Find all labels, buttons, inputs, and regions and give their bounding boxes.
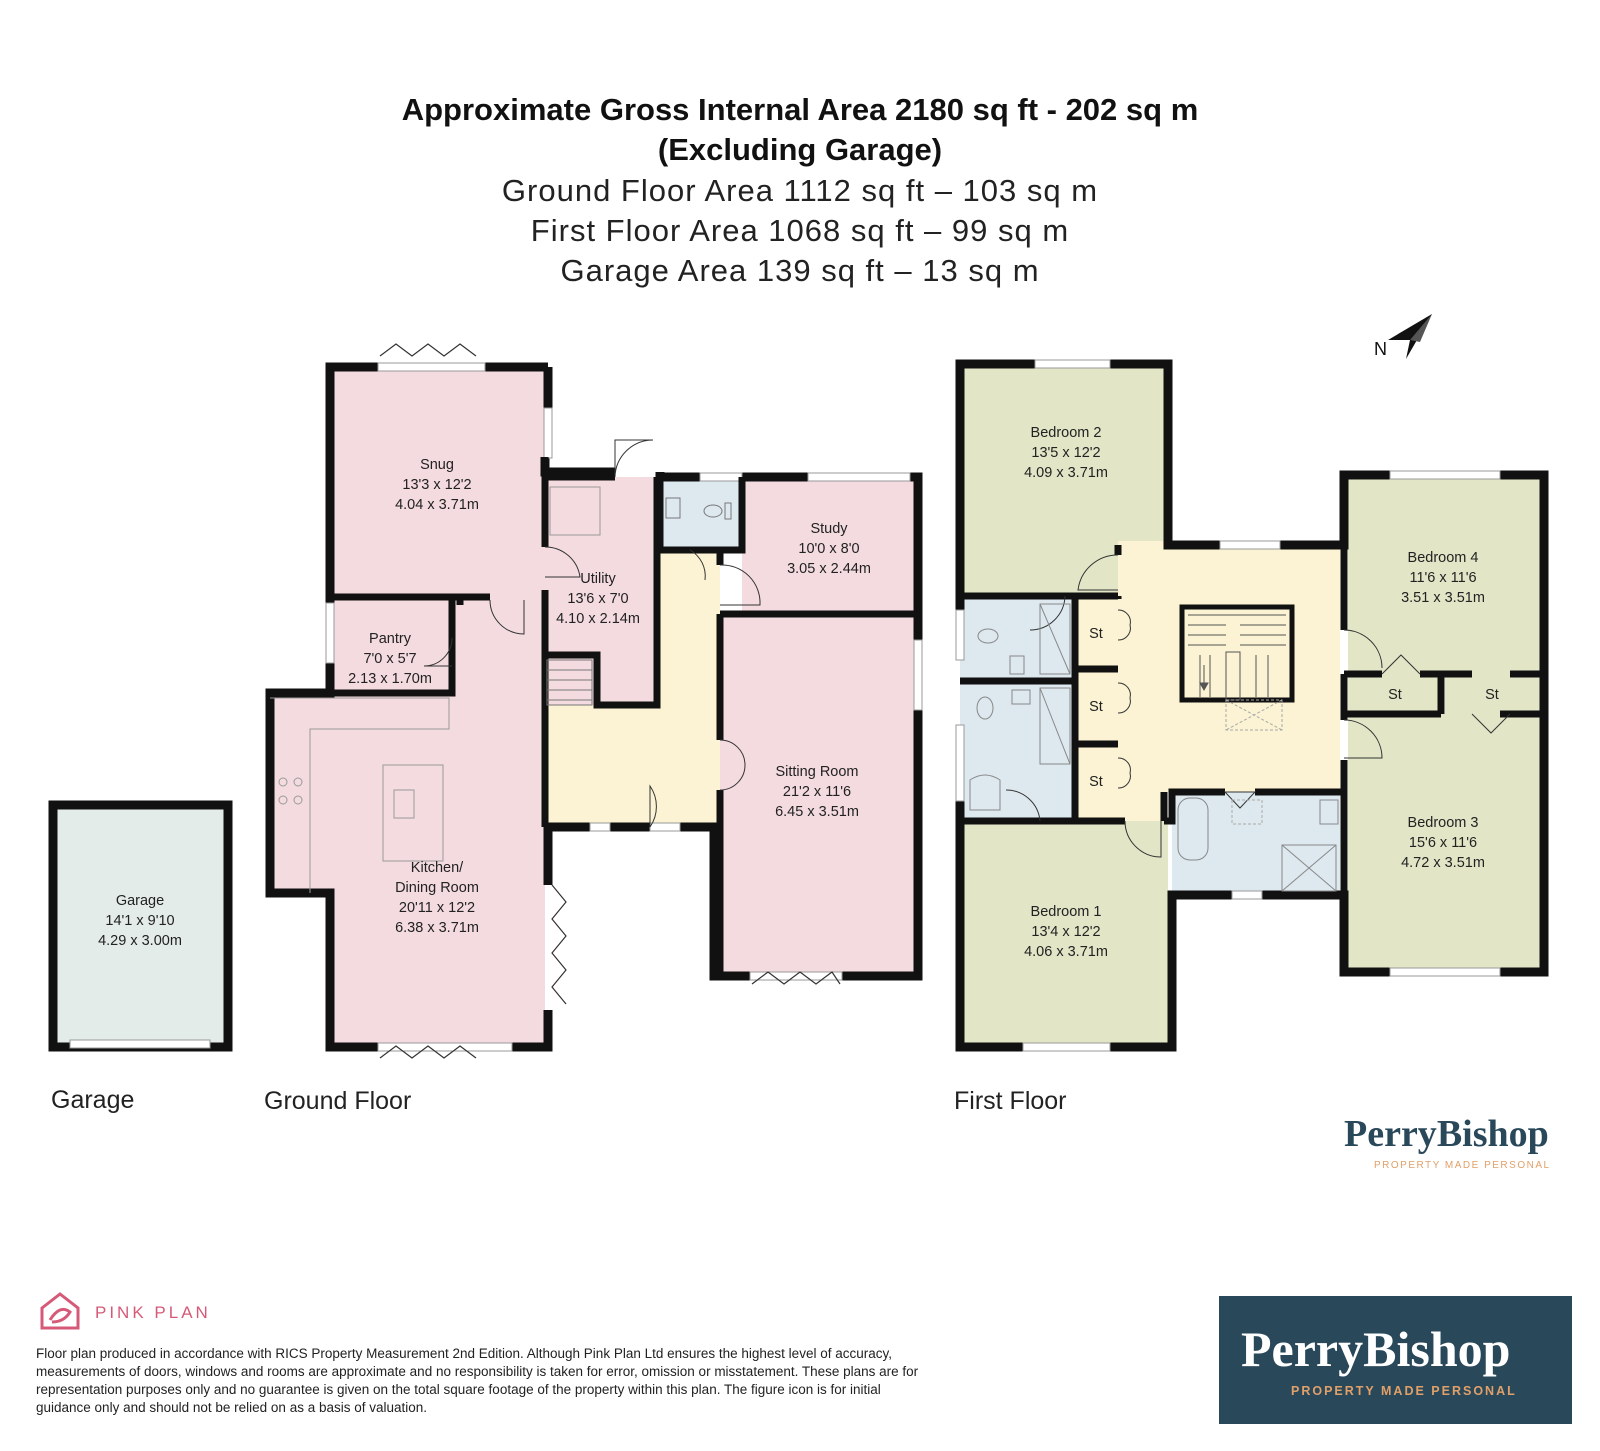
perry-bishop-logo-box: [1219, 1296, 1572, 1424]
room-bed1-metric: 4.06 x 3.71m: [1024, 944, 1108, 960]
brand-wordmark-large: [1241, 1320, 1510, 1378]
garage-area: Garage Area 139 sq ft – 13 sq m: [560, 253, 1040, 288]
room-pantry-metric: 2.13 x 1.70m: [348, 671, 432, 687]
store-label: St: [1089, 699, 1103, 715]
brand-name-b-large: Bishop: [1363, 1321, 1511, 1377]
room-kitchen-metric: 6.38 x 3.71m: [395, 920, 479, 936]
brand-name-a-large: Perry: [1241, 1321, 1364, 1377]
compass-north-label: N: [1374, 339, 1387, 359]
room-kitchen-name: Kitchen/: [410, 860, 464, 876]
room-bed1-name: Bedroom 1: [1030, 904, 1102, 920]
room-bed4-name: Bedroom 4: [1407, 550, 1479, 566]
room-bed2-metric: 4.09 x 3.71m: [1024, 465, 1108, 481]
room-bed4-imperial: 11'6 x 11'6: [1409, 570, 1477, 586]
room-bed2-imperial: 13'5 x 12'2: [1031, 445, 1101, 461]
brand-tagline-small: PROPERTY MADE PERSONAL: [1374, 1160, 1551, 1171]
compass-icon: [1374, 314, 1432, 359]
room-garage-metric: 4.29 x 3.00m: [98, 933, 182, 949]
store-label: St: [1388, 687, 1402, 703]
ground-floor-area: Ground Floor Area 1112 sq ft – 103 sq m: [501, 173, 1099, 208]
room-utility-name: Utility: [580, 571, 616, 587]
room-bed4-metric: 3.51 x 3.51m: [1401, 590, 1485, 606]
room-bed3-metric: 4.72 x 3.51m: [1401, 855, 1485, 871]
ground-floor-label: Ground Floor: [264, 1087, 412, 1115]
store-label: St: [1089, 626, 1103, 642]
garage-floor-label: Garage: [51, 1086, 135, 1114]
store-label: St: [1089, 774, 1103, 790]
excluding-garage-note: (Excluding Garage): [657, 132, 943, 167]
room-sitting-metric: 6.45 x 3.51m: [775, 804, 859, 820]
pink-plan-wordmark: PINK PLAN: [95, 1303, 211, 1322]
room-bed3-name: Bedroom 3: [1407, 815, 1479, 831]
room-study-name: Study: [810, 521, 848, 537]
room-study-imperial: 10'0 x 8'0: [798, 541, 860, 557]
room-utility-metric: 4.10 x 2.14m: [556, 611, 640, 627]
first-floor-label: First Floor: [954, 1087, 1067, 1115]
room-kitchen-name-2: Dining Room: [395, 880, 479, 896]
room-sitting-imperial: 21'2 x 11'6: [782, 784, 852, 800]
room-snug-metric: 4.04 x 3.71m: [395, 497, 479, 513]
ground-floor-plan: [270, 344, 922, 1058]
brand-tagline-large: PROPERTY MADE PERSONAL: [1291, 1384, 1517, 1398]
store-label: St: [1485, 687, 1499, 703]
gross-area-title: Approximate Gross Internal Area 2180 sq ft - 202 sq m: [401, 92, 1199, 127]
first-floor-area: First Floor Area 1068 sq ft – 99 sq m: [530, 213, 1070, 248]
room-sitting-name: Sitting Room: [775, 764, 859, 780]
room-kitchen-imperial: 20'11 x 12'2: [398, 900, 476, 916]
room-snug-name: Snug: [420, 457, 454, 473]
room-bed1-imperial: 13'4 x 12'2: [1031, 924, 1101, 940]
room-pantry-name: Pantry: [369, 631, 411, 647]
pink-plan-logo-icon: [38, 1290, 82, 1332]
room-bed3-imperial: 15'6 x 11'6: [1408, 835, 1478, 851]
room-garage-name: Garage: [115, 893, 165, 909]
room-utility-imperial: 13'6 x 7'0: [567, 591, 629, 607]
brand-name-b: Bishop: [1436, 1113, 1549, 1155]
room-study-metric: 3.05 x 2.44m: [787, 561, 871, 577]
room-garage-imperial: 14'1 x 9'10: [105, 913, 175, 929]
room-snug-imperial: 13'3 x 12'2: [402, 477, 472, 493]
perry-bishop-logo-small: [1344, 1112, 1549, 1156]
room-bed2-name: Bedroom 2: [1030, 425, 1102, 441]
room-pantry-imperial: 7'0 x 5'7: [363, 651, 417, 667]
disclaimer-text: Floor plan produced in accordance with RICS Property Measurement 2nd Edition. Although Pink Plan Ltd ensures the highest level of accuracy, measurements of doors, windows and rooms are approximate and no responsibility is taken for error, omission or misstatement. These plans are for representation purposes only and no guarantee is given on the total square footage of the property within this plan. The figure icon is for initial guidance only and should not be relied on as a basis of valuation.: [36, 1346, 919, 1415]
brand-name-a: Perry: [1344, 1113, 1437, 1155]
